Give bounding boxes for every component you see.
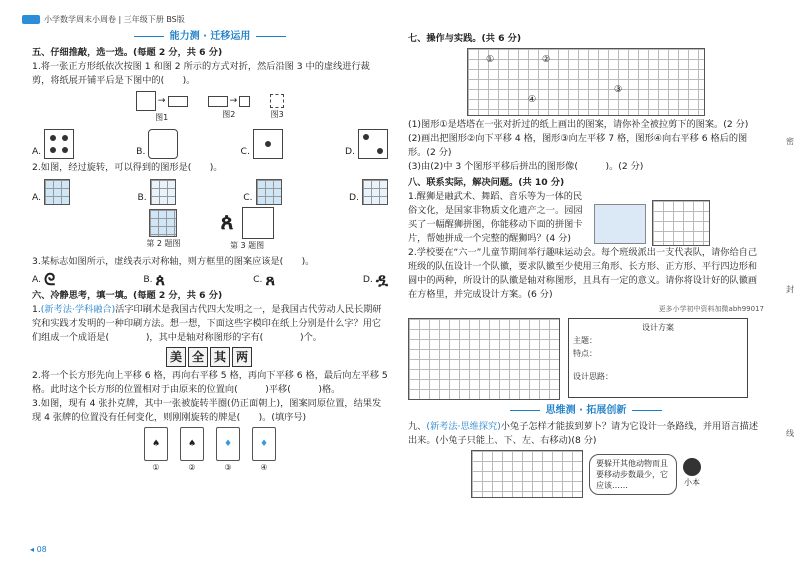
section-7-title: 七、操作与实践。(共 6 分) [408,33,522,44]
q2-figure: 第 2 题图 [146,209,180,251]
binding-mark: 封 [786,285,794,294]
badge-grid[interactable] [408,318,560,400]
rabbit-area [408,450,764,498]
kid-avatar: 小本 [683,458,701,490]
q3-options [32,270,388,289]
question-8-2: 2.学校要在“六一”儿童节期间举行趣味运动会。每个班级派出一支代表队，请你给自己班级的队伍设计一个队徽，要求队徽至少使用三角形、长方形、正方形、平行四边形和圆中的两种，所设计的队徽是轴对称图形，且具有一定的意义。请你将设计好的队徽画在方格里，并完成设计方案。(6 分) [408,247,758,300]
design-area [408,318,764,400]
question-6-2: 2.将一个长方形先向上平移 6 格，再向右平移 5 格，再向下平移 6 格，最后向左平移 5 格。此时这个长方形的位置相对于由原来的位置向( )平移( )格。 [32,370,388,395]
binding-mark: 密 [786,137,794,146]
q1-option-a[interactable]: A. [32,129,74,159]
card-3: ♦ ③ [216,427,240,475]
question-8-1: 1.醒狮是融武术、舞蹈、音乐等为一体的民俗文化，是国家非物质文化遗产之一。园园买了一幅醒狮拼图，你能移动下面的拼图卡片，帮她拼成一个完整的醒狮吗？(4 分) [408,191,583,244]
rabbit-grid[interactable] [471,450,583,498]
q3-figure: ጰ 第 3 题图 [221,207,274,253]
section-8-title: 八、联系实际，解决问题。(共 10 分) [408,177,565,188]
speech-bubble: 要躲开其他动物而且要移动步数最少，它应该…… [589,454,677,495]
question-5-3: 3.某标志如图所示，虚线表示对称轴，则方框里的图案应该是( )。 [32,256,315,267]
question-5-1: 1.将一张正方形纸依次按图 1 和图 2 所示的方式对折，然后沿图 3 中的虚线进行裁剪，将纸展开铺平后是下图中的( )。 [32,61,370,86]
q2-options [32,179,388,205]
type-block: 其 [210,347,230,367]
question-8-1-block [408,190,764,246]
brand-logo [22,15,40,24]
question-7-1: (1)图形①是塔塔在一张对折过的纸上画出的图案，请你补全被拉剪下的图案。(2 分) [408,119,749,130]
q3-option-b[interactable]: B. ጰ [143,270,166,289]
type-block: 美 [166,347,186,367]
transform-grid: ① ② ③ ④ [467,48,705,116]
page-number: ◂ 08 [30,545,47,554]
q1-option-b[interactable]: B. [136,129,178,159]
fold-fig-3: 图3 [270,94,284,122]
poker-cards [32,427,388,475]
emblem-icon: ᘓ [44,270,56,289]
puzzle-grid [652,200,710,246]
section-banner: 能力测 · 迁移运用 [32,30,388,44]
section-5-title: 五、仔细推敲，选一选。(每题 2 分，共 6 分) [32,47,223,58]
section-banner-2: 思维测 · 拓展创新 [408,404,764,418]
emblem-icon: ጸ [265,270,275,289]
q1-option-c[interactable]: C. [241,129,283,159]
type-block: 全 [188,347,208,367]
card-4: ♦ ④ [252,427,276,475]
header-title: 小学数学周末小周卷 | 三年级下册 BS版 [44,15,185,24]
page-header [22,14,185,25]
question-6-1: 1.(新考法·学科融合)活字印刷术是我国古代四大发明之一，是我国古代劳动人民长期研究和实践才发明的一种印刷方法。想一想，下面这些字模印在纸上分别是什么字？用它们组成一个成语是( )，其中是轴对称图形的字有( )个。 [32,304,382,343]
section-6-title: 六、冷静思考，填一填。(每题 2 分，共 6 分) [32,290,223,301]
q2-option-c[interactable]: C. [243,179,281,205]
q2-option-b[interactable]: B. [138,179,176,205]
type-block: 两 [232,347,252,367]
emblem-icon: ዷ [375,270,388,289]
right-column [408,30,764,498]
emblem-icon: ጰ [155,270,166,289]
q1-option-d[interactable]: D. [345,129,388,159]
fold-fig-2: → 图2 [208,94,251,122]
card-1: ♠ ① [144,427,168,475]
q2-option-d[interactable]: D. [349,179,388,205]
question-6-3: 3.如图，现有 4 张扑克牌，其中一张被旋转半圈(仍正面朝上)，图案同原位置，结果发现 4 张牌的位置没有任何变化，则刚刚旋转的牌是( )。(填序号) [32,398,382,423]
q3-option-c[interactable]: C. ጸ [253,270,275,289]
question-9: 九、(新考法·思维探究)小兔子怎样才能拔到萝卜？请为它设计一条路线，并用语言描述出来。(小兔子只能上、下、左、右移动)(8 分) [408,421,759,446]
q1-options [32,129,388,159]
q2-q3-figures [32,207,388,253]
watermark: 更多小学初中资料加微abh99017 [658,305,764,313]
design-plan[interactable]: 设计方案 主题： 特点： 设计思路： [568,318,748,398]
emblem-icon: ጰ [220,210,234,235]
lion-image [594,204,646,244]
q3-option-d[interactable]: D. ዷ [362,270,388,289]
q2-option-a[interactable]: A. [32,179,70,205]
card-2: ♠ ② [180,427,204,475]
left-column [32,30,388,475]
question-5-2: 2.如图，经过旋转，可以得到的图形是( )。 [32,162,223,173]
question-7-3: (3)由(2)中 3 个图形平移后拼出的图形像( )。(2 分) [408,161,644,172]
fold-fig-1: → 图1 [136,91,188,125]
type-blocks [32,347,388,367]
fold-figures [32,91,388,125]
question-7-2: (2)画出把图形②向下平移 4 格，图形③向左平移 7 格，图形④向右平移 6 格后的图形。(2 分) [408,133,748,158]
q3-option-a[interactable]: A. ᘓ [32,270,56,289]
binding-mark: 线 [786,429,794,438]
